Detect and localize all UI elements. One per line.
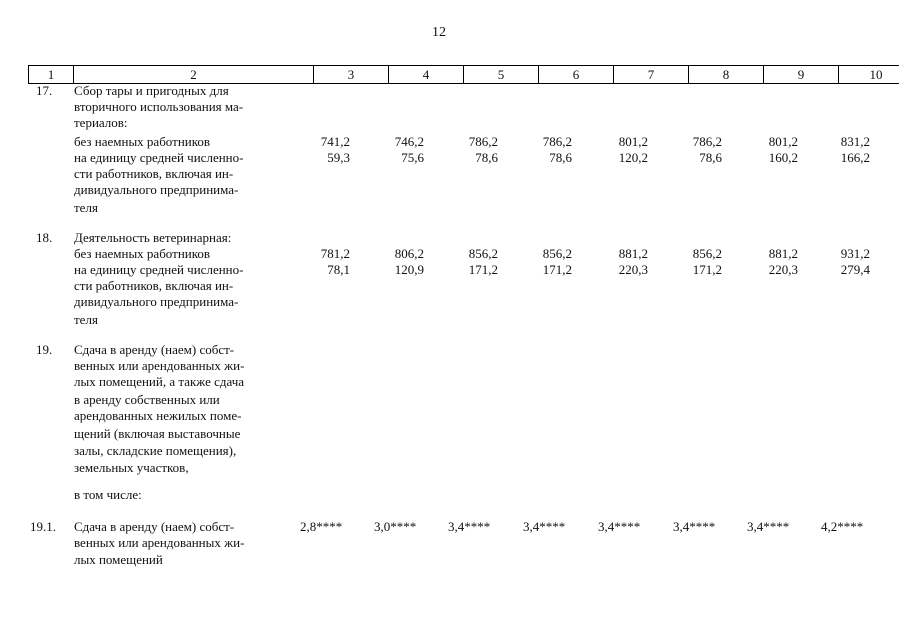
cell-value: 160,2 xyxy=(768,150,798,165)
cell-value: 2,8**** xyxy=(300,519,343,534)
cell-value: 75,6 xyxy=(401,150,424,165)
cell-value: 806,2 xyxy=(394,246,424,261)
row-text-line: в аренду собственных или xyxy=(74,392,220,407)
cell-value: 856,2 xyxy=(542,246,572,261)
header-col-2: 2 xyxy=(74,66,314,83)
header-col-1: 1 xyxy=(29,66,74,83)
row-text-line: теля xyxy=(74,312,98,327)
header-col-8: 8 xyxy=(689,66,764,83)
cell-value: 59,3 xyxy=(327,150,350,165)
row-text-line: на единицу средней численно- xyxy=(74,150,244,165)
row-number: 19.1. xyxy=(30,519,56,534)
page-number: 12 xyxy=(432,25,446,40)
cell-value: 279,4 xyxy=(840,262,870,277)
row-text-line: дивидуального предпринима- xyxy=(74,182,239,197)
row-text-line: венных или арендованных жи- xyxy=(74,358,245,373)
cell-value: 781,2 xyxy=(320,246,350,261)
row-text-line: Сдача в аренду (наем) собст- xyxy=(74,519,235,534)
cell-value: 831,2 xyxy=(840,134,870,149)
cell-value: 171,2 xyxy=(542,262,572,277)
cell-value: 3,4**** xyxy=(747,519,790,534)
cell-value: 78,6 xyxy=(549,150,572,165)
cell-value: 3,4**** xyxy=(598,519,641,534)
row-text-line: Сдача в аренду (наем) собст- xyxy=(74,342,235,357)
row-number: 19. xyxy=(36,342,53,357)
cell-value: 801,2 xyxy=(768,134,798,149)
cell-value: 220,3 xyxy=(768,262,798,277)
cell-value: 3,4**** xyxy=(448,519,491,534)
row-text-line: залы, складские помещения), xyxy=(74,443,237,458)
row-text-line: Деятельность ветеринарная: xyxy=(74,230,232,245)
row-text-line: теля xyxy=(74,200,98,215)
cell-value: 931,2 xyxy=(840,246,870,261)
cell-value: 881,2 xyxy=(618,246,648,261)
row-text-line: сти работников, включая ин- xyxy=(74,278,234,293)
cell-value: 856,2 xyxy=(468,246,498,261)
cell-value: 120,9 xyxy=(394,262,424,277)
cell-value: 801,2 xyxy=(618,134,648,149)
row-text-line: лых помещений, а также сдача xyxy=(74,374,245,389)
cell-value: 3,4**** xyxy=(523,519,566,534)
cell-value: 856,2 xyxy=(692,246,722,261)
cell-value: 786,2 xyxy=(692,134,722,149)
row-text-line: сти работников, включая ин- xyxy=(74,166,234,181)
row-text-line: щений (включая выставочные xyxy=(74,426,241,441)
cell-value: 171,2 xyxy=(692,262,722,277)
cell-value: 3,0**** xyxy=(374,519,417,534)
row-text-line: Сбор тары и пригодных для xyxy=(74,83,229,98)
cell-value: 78,6 xyxy=(475,150,498,165)
table-header-row xyxy=(28,65,899,84)
cell-value: 4,2**** xyxy=(821,519,864,534)
cell-value: 786,2 xyxy=(542,134,572,149)
header-col-10: 10 xyxy=(869,67,883,82)
cell-value: 786,2 xyxy=(468,134,498,149)
header-col-5: 5 xyxy=(464,66,539,83)
row-text-line: на единицу средней численно- xyxy=(74,262,244,277)
row-text-line: венных или арендованных жи- xyxy=(74,535,245,550)
cell-value: 171,2 xyxy=(468,262,498,277)
header-col-9: 9 xyxy=(764,66,839,83)
cell-value: 881,2 xyxy=(768,246,798,261)
row-text-line: дивидуального предпринима- xyxy=(74,294,239,309)
cell-value: 166,2 xyxy=(840,150,870,165)
header-col-7: 7 xyxy=(614,66,689,83)
cell-value: 78,6 xyxy=(699,150,722,165)
row-text-line: без наемных работников xyxy=(74,134,211,149)
cell-value: 78,1 xyxy=(327,262,350,277)
row-text-line: земельных участков, xyxy=(74,460,189,475)
cell-value: 741,2 xyxy=(320,134,350,149)
row-text-line: лых помещений xyxy=(74,552,163,567)
cell-value: 220,3 xyxy=(618,262,648,277)
row-text-line: вторичного использования ма- xyxy=(74,99,244,114)
cell-value: 120,2 xyxy=(618,150,648,165)
cell-value: 746,2 xyxy=(394,134,424,149)
row-text-line: без наемных работников xyxy=(74,246,211,261)
row-text-line: арендованных нежилых поме- xyxy=(74,408,242,423)
header-col-4: 4 xyxy=(389,66,464,83)
header-col-6: 6 xyxy=(539,66,614,83)
header-col-3: 3 xyxy=(314,66,389,83)
row-number: 18. xyxy=(36,230,53,245)
row-text-line: териалов: xyxy=(74,115,128,130)
cell-value: 3,4**** xyxy=(673,519,716,534)
row-number: 17. xyxy=(36,83,53,98)
including-label: в том числе: xyxy=(74,487,142,502)
